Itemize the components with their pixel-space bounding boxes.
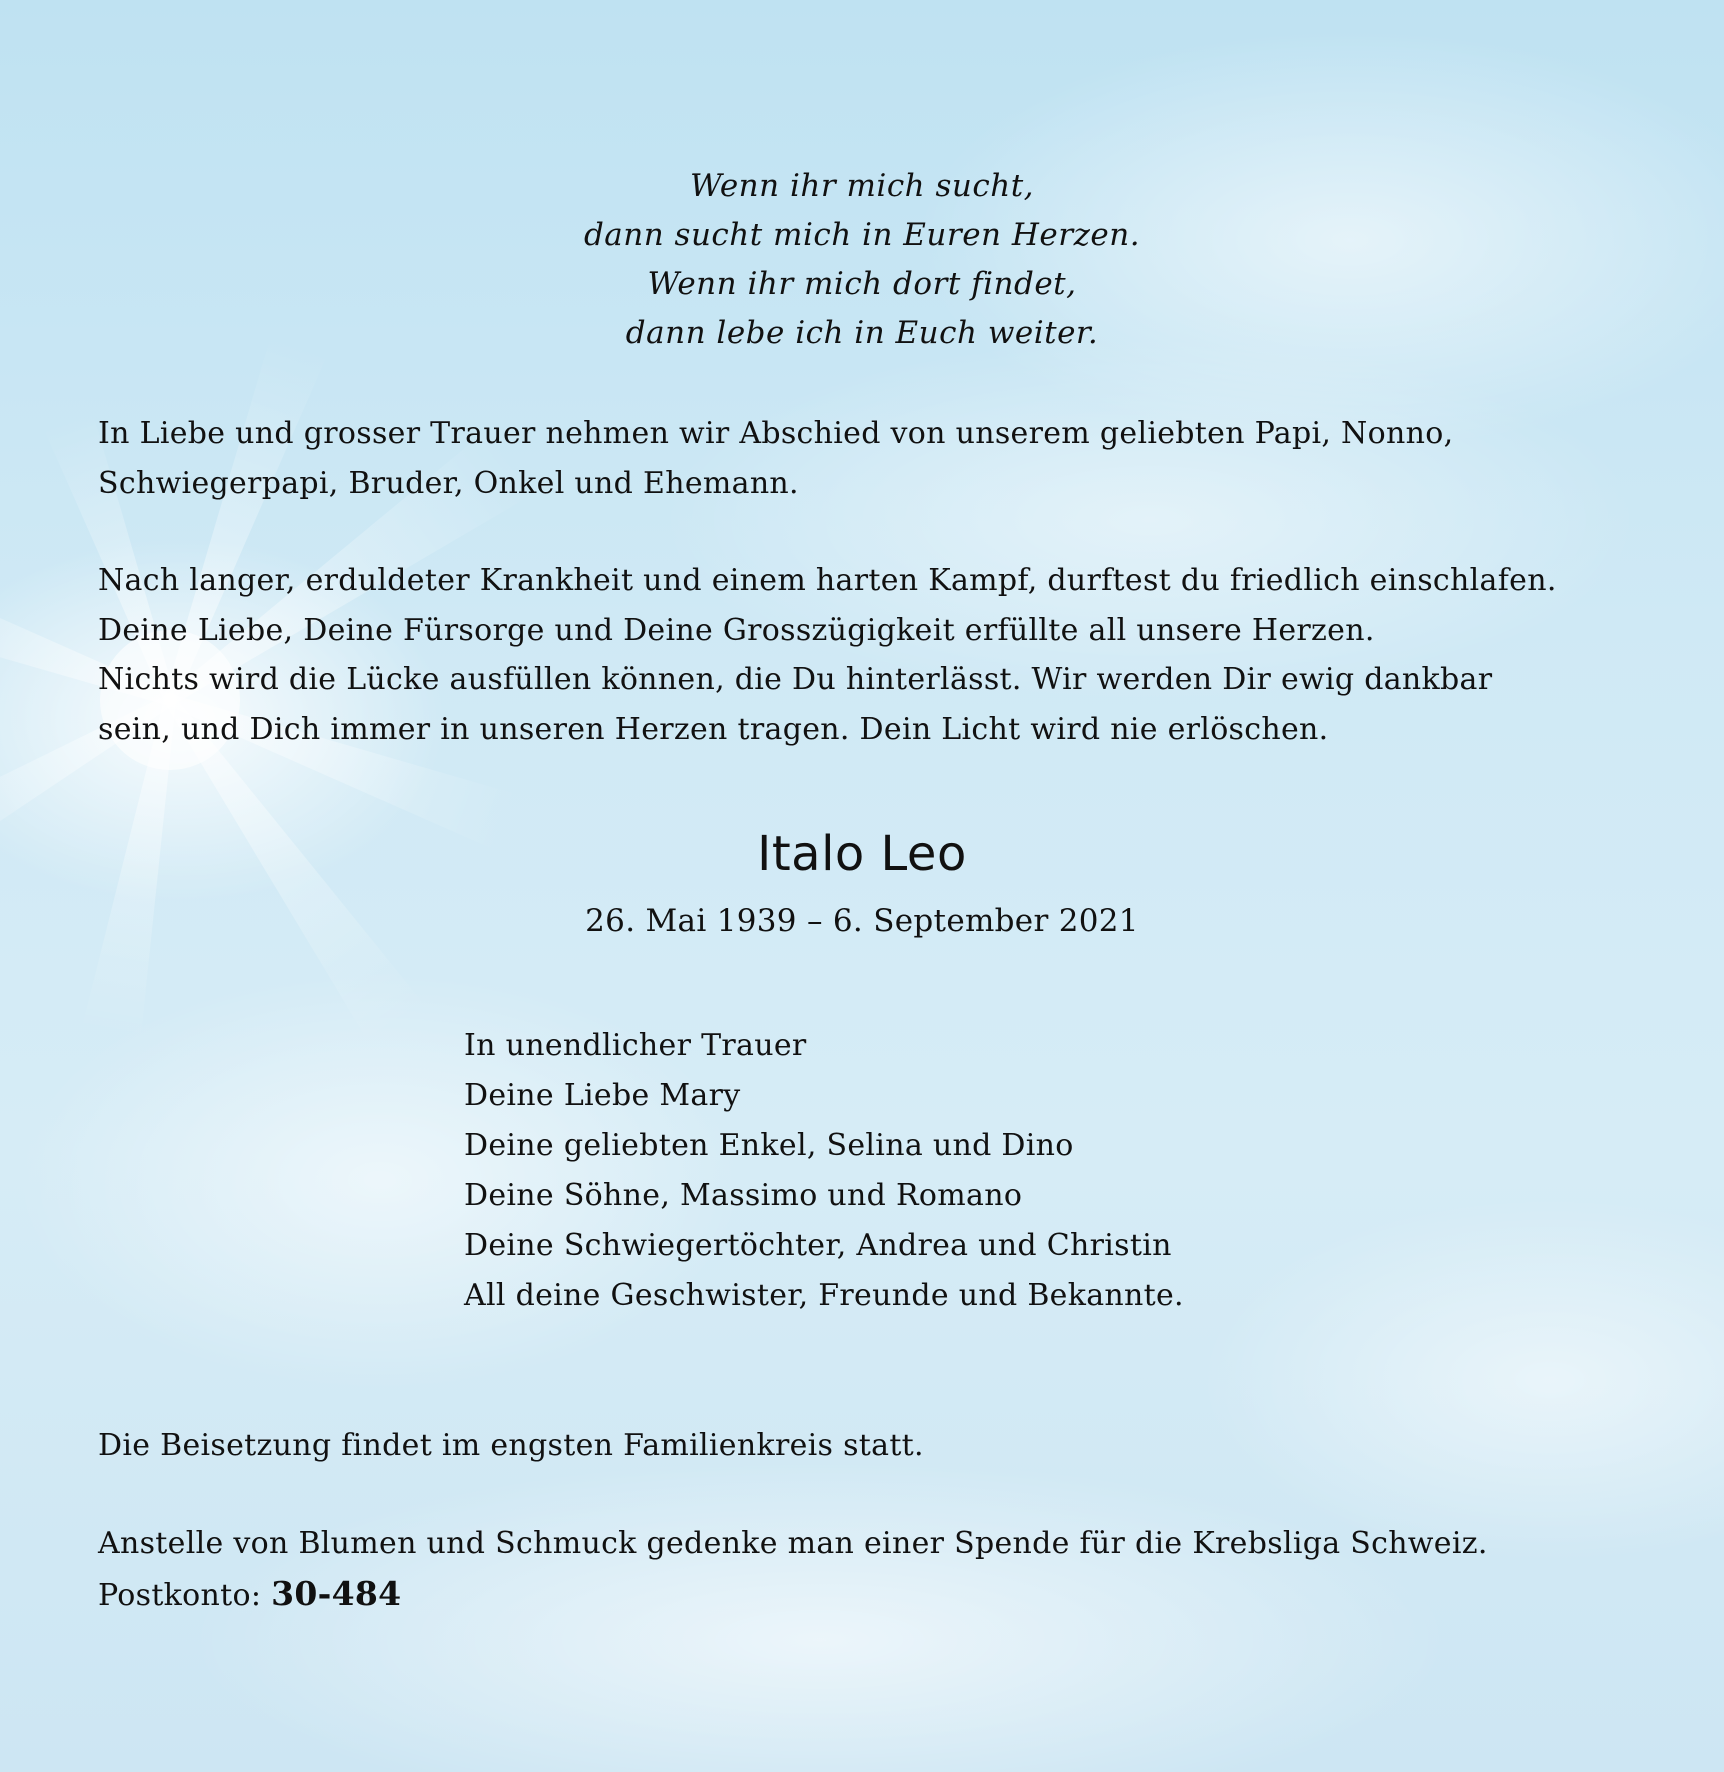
donation-text: Anstelle von Blumen und Schmuck gedenke man einer Spende für die Krebsliga Schweiz. xyxy=(98,1526,1488,1561)
poem-line: Wenn ihr mich dort findet, xyxy=(647,266,1077,302)
intro-line: Schwiegerpapi, Bruder, Onkel und Ehemann. xyxy=(98,465,799,501)
tribute-line: Nichts wird die Lücke ausfüllen können, die Du hinterlässt. Wir werden Dir ewig dankbar xyxy=(98,662,1493,697)
mourner-line: Deine Söhne, Massimo und Romano xyxy=(464,1178,1023,1213)
mourner-line: Deine Schwiegertöchter, Andrea und Christin xyxy=(464,1228,1172,1263)
deceased-dates: 26. Mai 1939 – 6. September 2021 xyxy=(585,903,1139,939)
burial-notice: Die Beisetzung findet im engsten Familienkreis statt. xyxy=(98,1428,924,1463)
poem-line: dann lebe ich in Euch weiter. xyxy=(625,315,1099,351)
poem-line: Wenn ihr mich sucht, xyxy=(689,168,1035,204)
mourner-line: All deine Geschwister, Freunde und Bekannte. xyxy=(464,1278,1184,1313)
intro-paragraph xyxy=(98,409,1453,508)
mourner-line: In unendlicher Trauer xyxy=(464,1028,807,1063)
postal-account-number: 30-484 xyxy=(271,1573,402,1613)
tribute-paragraph xyxy=(98,556,1557,754)
tribute-line: Deine Liebe, Deine Fürsorge und Deine Grosszügigkeit erfüllte all unsere Herzen. xyxy=(98,612,1375,648)
tribute-line: sein, und Dich immer in unseren Herzen tragen. Dein Licht wird nie erlöschen. xyxy=(98,711,1329,747)
postal-account xyxy=(98,1569,1488,1621)
mourner-line: Deine geliebten Enkel, Selina und Dino xyxy=(464,1128,1074,1163)
mourner-line: Deine Liebe Mary xyxy=(464,1078,741,1113)
postal-account-label: Postkonto: xyxy=(98,1577,262,1613)
tribute-line: Nach langer, erduldeter Krankheit und einem harten Kampf, durftest du friedlich einschlafen. xyxy=(98,563,1557,598)
mourners-list xyxy=(464,1021,1184,1321)
deceased-name: Italo Leo xyxy=(757,826,967,882)
poem-line: dann sucht mich in Euren Herzen. xyxy=(583,217,1141,253)
poem xyxy=(0,162,1724,358)
intro-line: In Liebe und grosser Trauer nehmen wir Abschied von unserem geliebten Papi, Nonno, xyxy=(98,416,1454,451)
donation-notice xyxy=(98,1519,1488,1620)
